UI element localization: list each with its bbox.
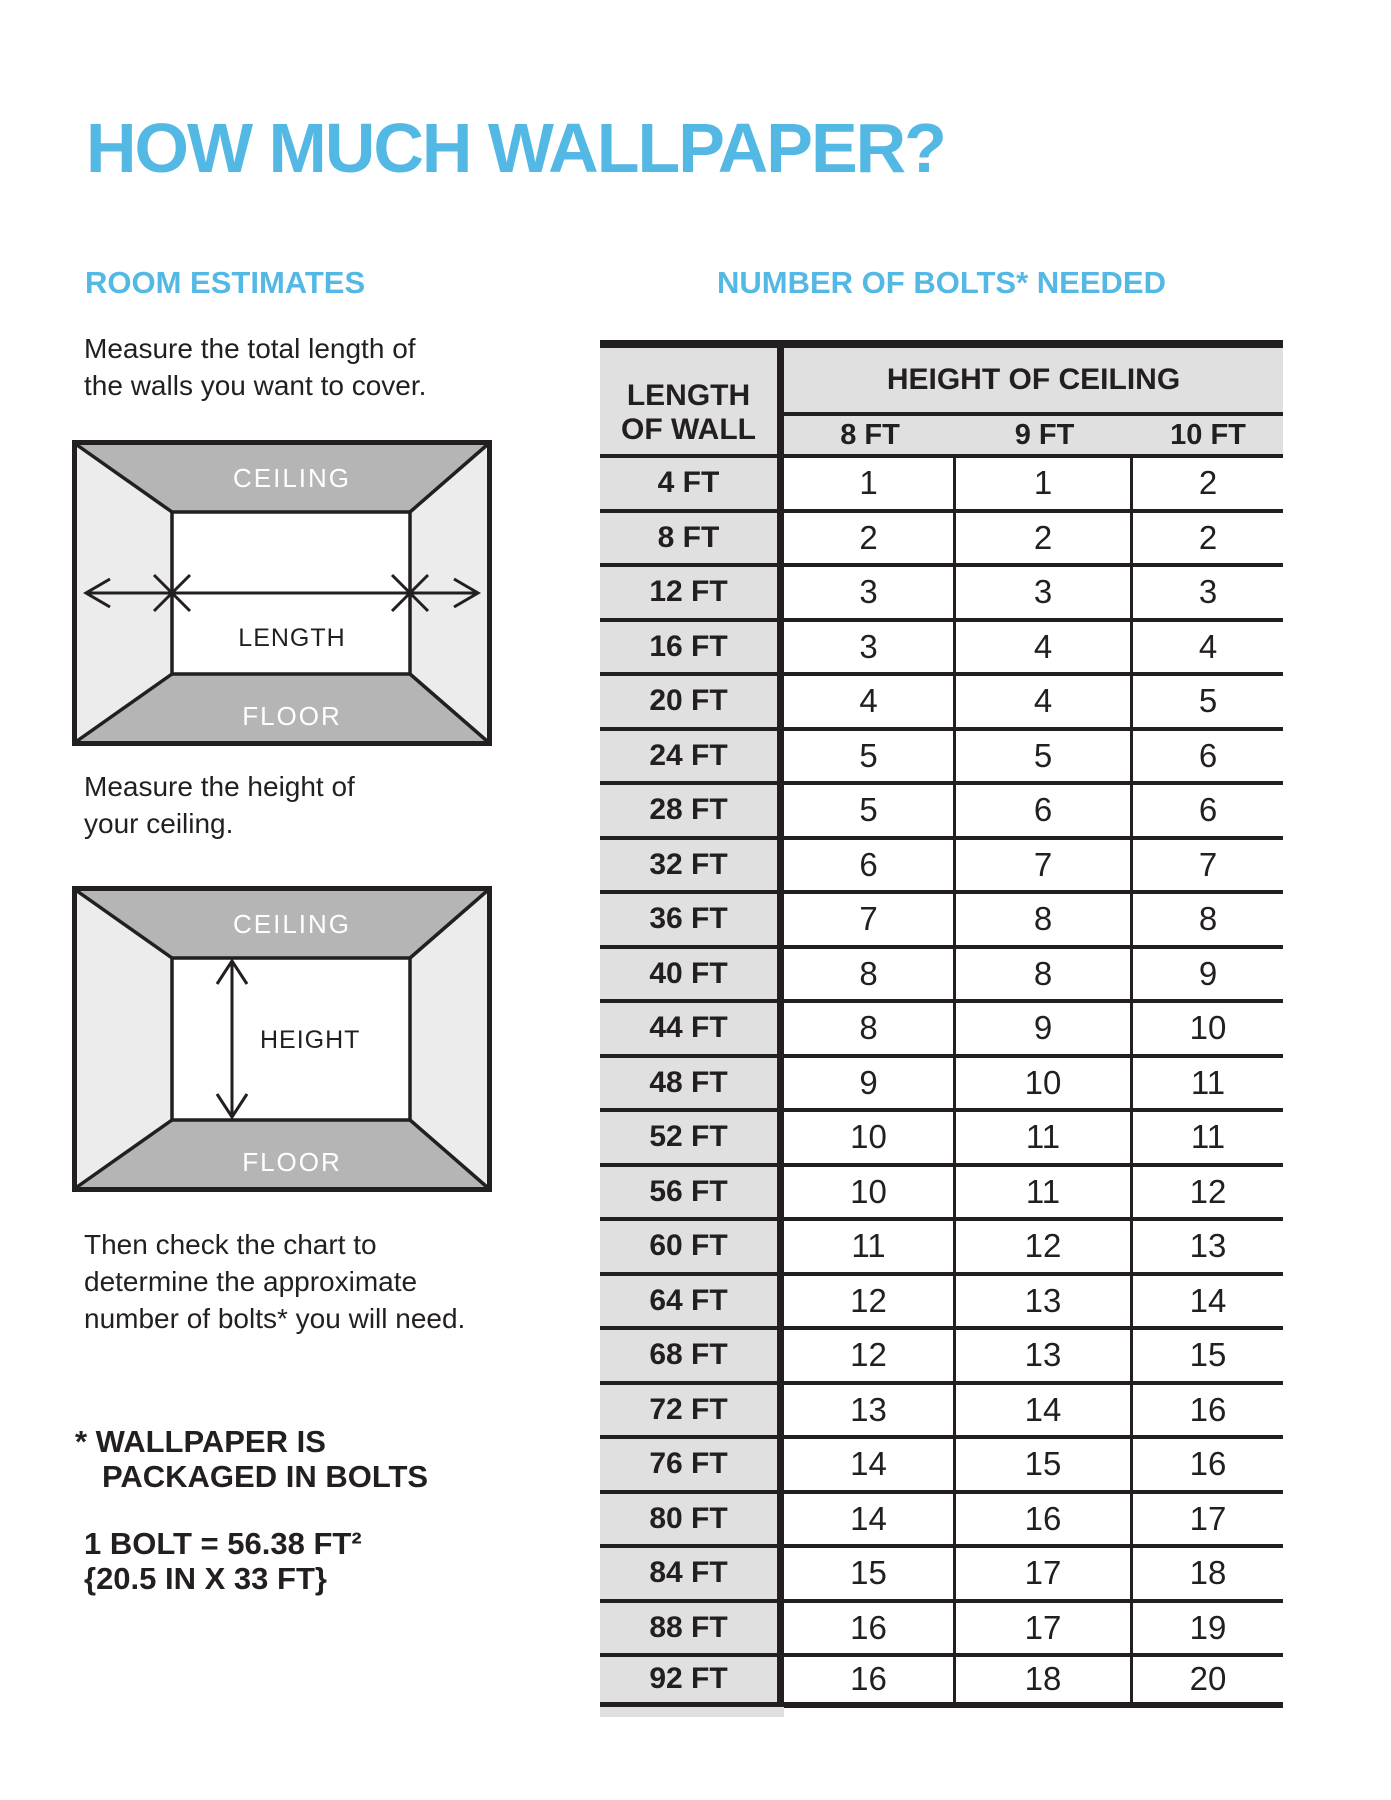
length-measure-label: LENGTH	[238, 624, 346, 652]
table-row-wall-length: 20 FT	[600, 672, 784, 727]
length-room-diagram	[72, 440, 492, 746]
table-row-wall-length: 4 FT	[600, 454, 784, 509]
table-row-wall-length: 72 FT	[600, 1381, 784, 1436]
footnote-line1: * WALLPAPER IS	[75, 1424, 326, 1459]
table-cell-bolts: 3	[956, 563, 1133, 618]
table-cell-bolts: 14	[784, 1435, 956, 1490]
bolt-size-info	[84, 1526, 362, 1596]
table-cell-bolts: 15	[956, 1435, 1133, 1490]
table-cell-bolts: 16	[784, 1653, 956, 1708]
table-cell-bolts: 8	[784, 945, 956, 1000]
table-header-8ft: 8 FT	[784, 412, 956, 454]
bolt-size-line1: 1 BOLT = 56.38 FT²	[84, 1526, 362, 1561]
table-cell-bolts: 5	[784, 727, 956, 782]
table-cell-bolts: 4	[784, 672, 956, 727]
bolt-table	[600, 340, 1283, 1708]
table-cell-bolts: 11	[1133, 1054, 1283, 1109]
step1-instruction	[84, 330, 426, 404]
height-room-diagram	[72, 886, 492, 1192]
table-cell-bolts: 8	[784, 999, 956, 1054]
table-cell-bolts: 16	[1133, 1435, 1283, 1490]
table-row-wall-length: 48 FT	[600, 1054, 784, 1109]
table-cell-bolts: 3	[784, 618, 956, 673]
ceiling-label: CEILING	[232, 909, 352, 939]
table-cell-bolts: 6	[1133, 727, 1283, 782]
ceiling-label: CEILING	[232, 463, 352, 493]
room-estimates-heading: ROOM ESTIMATES	[85, 265, 366, 300]
step1-line1: Measure the total length of	[84, 333, 416, 364]
table-row-wall-length: 92 FT	[600, 1653, 784, 1708]
table-cell-bolts: 11	[956, 1108, 1133, 1163]
table-cell-bolts: 14	[784, 1490, 956, 1545]
table-row-wall-length: 16 FT	[600, 618, 784, 673]
table-row-wall-length: 52 FT	[600, 1108, 784, 1163]
table-cell-bolts: 14	[956, 1381, 1133, 1436]
page-title: HOW MUCH WALLPAPER?	[86, 108, 945, 187]
table-cell-bolts: 16	[1133, 1381, 1283, 1436]
table-cell-bolts: 6	[784, 836, 956, 891]
step2-line1: Measure the height of	[84, 771, 355, 802]
table-cell-bolts: 15	[784, 1544, 956, 1599]
table-cell-bolts: 12	[784, 1326, 956, 1381]
table-cell-bolts: 12	[1133, 1163, 1283, 1218]
table-row-wall-length: 56 FT	[600, 1163, 784, 1218]
table-cell-bolts: 11	[784, 1217, 956, 1272]
table-cell-bolts: 6	[1133, 781, 1283, 836]
table-cell-bolts: 1	[956, 454, 1133, 509]
table-row-wall-length: 44 FT	[600, 999, 784, 1054]
table-cell-bolts: 7	[784, 890, 956, 945]
table-row-wall-length: 24 FT	[600, 727, 784, 782]
table-row-wall-length: 28 FT	[600, 781, 784, 836]
table-cell-bolts: 15	[1133, 1326, 1283, 1381]
step3-line3: number of bolts* you will need.	[84, 1303, 466, 1334]
step3-line1: Then check the chart to	[84, 1229, 377, 1260]
table-cell-bolts: 3	[784, 563, 956, 618]
table-cell-bolts: 8	[956, 890, 1133, 945]
table-cell-bolts: 11	[956, 1163, 1133, 1218]
table-cell-bolts: 5	[1133, 672, 1283, 727]
table-cell-bolts: 16	[956, 1490, 1133, 1545]
step3-line2: determine the approximate	[84, 1266, 418, 1297]
footnote-line2: PACKAGED IN BOLTS	[102, 1459, 429, 1494]
table-header-height-of-ceiling: HEIGHT OF CEILING	[784, 348, 1283, 412]
table-cell-bolts: 9	[784, 1054, 956, 1109]
table-row-wall-length: 8 FT	[600, 509, 784, 564]
table-cell-bolts: 18	[956, 1653, 1133, 1708]
bolt-size-line2: {20.5 IN X 33 FT}	[84, 1561, 327, 1596]
step2-line2: your ceiling.	[84, 808, 234, 839]
table-cut-off-row	[600, 1707, 784, 1717]
table-row-wall-length: 32 FT	[600, 836, 784, 891]
floor-label: FLOOR	[242, 701, 342, 731]
table-cell-bolts: 9	[1133, 945, 1283, 1000]
table-cell-bolts: 13	[956, 1272, 1133, 1327]
table-cell-bolts: 10	[956, 1054, 1133, 1109]
table-cell-bolts: 1	[784, 454, 956, 509]
table-cell-bolts: 13	[1133, 1217, 1283, 1272]
table-cell-bolts: 13	[956, 1326, 1133, 1381]
length-header-line2: OF WALL	[621, 413, 756, 446]
table-cell-bolts: 9	[956, 999, 1133, 1054]
floor-label: FLOOR	[242, 1147, 342, 1177]
table-cell-bolts: 19	[1133, 1599, 1283, 1654]
table-row-wall-length: 80 FT	[600, 1490, 784, 1545]
table-cell-bolts: 17	[956, 1544, 1133, 1599]
table-cell-bolts: 2	[1133, 454, 1283, 509]
table-cell-bolts: 20	[1133, 1653, 1283, 1708]
table-row-wall-length: 76 FT	[600, 1435, 784, 1490]
step2-instruction	[84, 768, 355, 842]
table-cell-bolts: 10	[1133, 999, 1283, 1054]
table-row-wall-length: 64 FT	[600, 1272, 784, 1327]
table-cell-bolts: 7	[1133, 836, 1283, 891]
bolt-table-heading: NUMBER OF BOLTS* NEEDED	[717, 265, 1166, 300]
bolts-footnote	[75, 1424, 428, 1494]
table-cell-bolts: 8	[1133, 890, 1283, 945]
length-header-line1: LENGTH	[626, 379, 751, 412]
table-cell-bolts: 5	[956, 727, 1133, 782]
table-row-wall-length: 40 FT	[600, 945, 784, 1000]
table-cell-bolts: 2	[784, 509, 956, 564]
table-cell-bolts: 17	[956, 1599, 1133, 1654]
table-cell-bolts: 11	[1133, 1108, 1283, 1163]
table-cell-bolts: 3	[1133, 563, 1283, 618]
table-cell-bolts: 12	[956, 1217, 1133, 1272]
table-cell-bolts: 10	[784, 1163, 956, 1218]
table-cell-bolts: 7	[956, 836, 1133, 891]
table-cell-bolts: 5	[784, 781, 956, 836]
step3-instruction	[84, 1226, 465, 1337]
table-row-wall-length: 60 FT	[600, 1217, 784, 1272]
table-cell-bolts: 8	[956, 945, 1133, 1000]
table-header-9ft: 9 FT	[956, 412, 1133, 454]
table-cell-bolts: 12	[784, 1272, 956, 1327]
height-measure-label: HEIGHT	[260, 1026, 361, 1054]
table-header-10ft: 10 FT	[1133, 412, 1283, 454]
table-cell-bolts: 4	[956, 618, 1133, 673]
table-row-wall-length: 68 FT	[600, 1326, 784, 1381]
table-row-wall-length: 88 FT	[600, 1599, 784, 1654]
table-cell-bolts: 6	[956, 781, 1133, 836]
table-cell-bolts: 13	[784, 1381, 956, 1436]
table-header-length-of-wall	[600, 348, 784, 454]
step1-line2: the walls you want to cover.	[84, 370, 427, 401]
table-cell-bolts: 2	[1133, 509, 1283, 564]
table-cell-bolts: 4	[1133, 618, 1283, 673]
table-row-wall-length: 12 FT	[600, 563, 784, 618]
table-cell-bolts: 17	[1133, 1490, 1283, 1545]
table-row-wall-length: 84 FT	[600, 1544, 784, 1599]
table-row-wall-length: 36 FT	[600, 890, 784, 945]
table-cell-bolts: 4	[956, 672, 1133, 727]
table-cell-bolts: 16	[784, 1599, 956, 1654]
table-cell-bolts: 18	[1133, 1544, 1283, 1599]
table-cell-bolts: 14	[1133, 1272, 1283, 1327]
table-cell-bolts: 10	[784, 1108, 956, 1163]
table-cell-bolts: 2	[956, 509, 1133, 564]
